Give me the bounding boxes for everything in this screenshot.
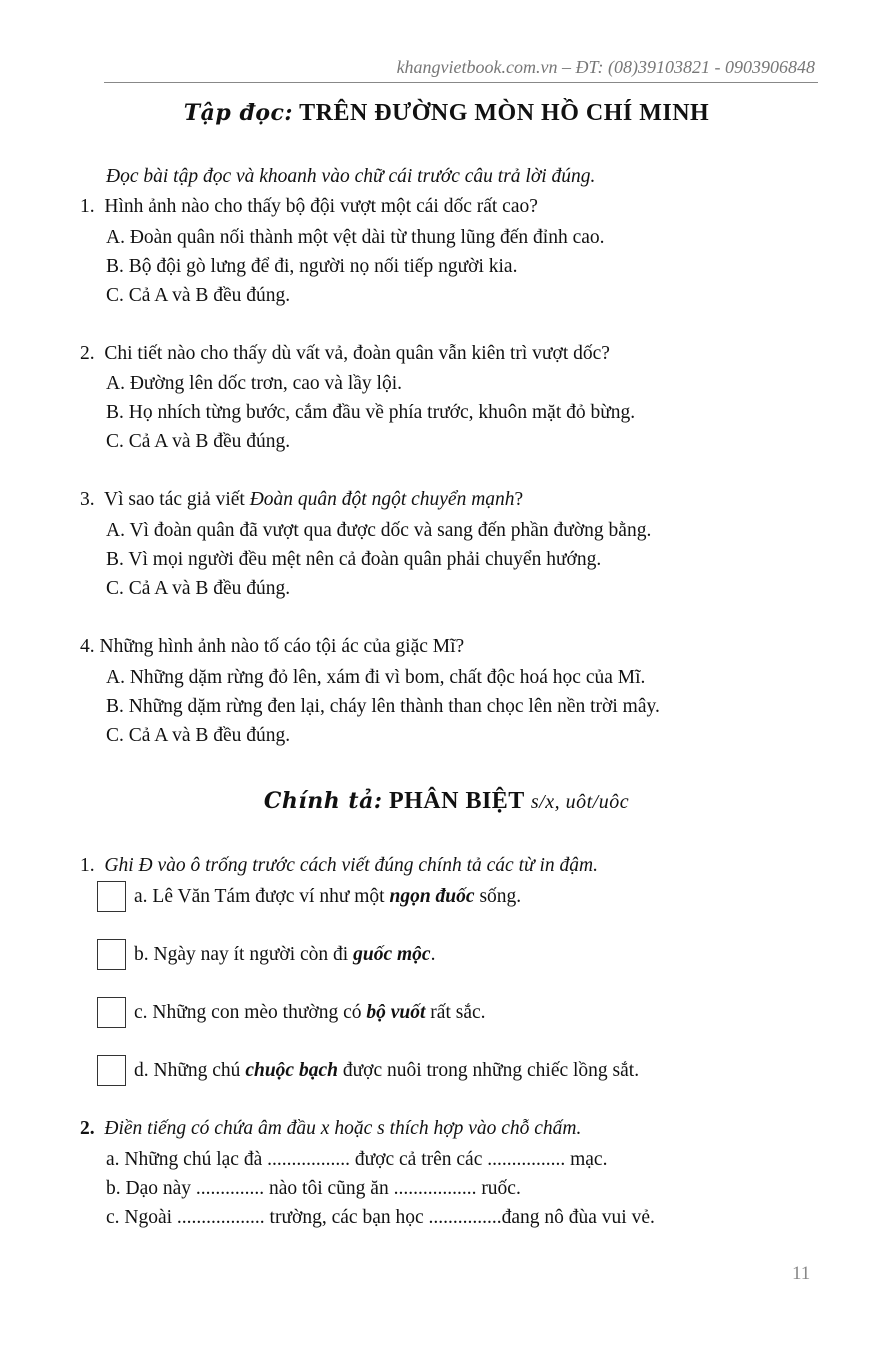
answer-box-d[interactable]	[97, 1055, 126, 1086]
instruction: Đọc bài tập đọc và khoanh vào chữ cái trước câu trả lời đúng.	[106, 166, 596, 187]
question-punct: ?	[514, 489, 524, 510]
question-3	[80, 488, 523, 512]
exercise-2	[80, 1117, 581, 1141]
question-text: Ghi Đ vào ô trống trước cách viết đúng chính tả các từ in đậm.	[104, 855, 599, 876]
option: B. Những dặm rừng đen lại, cháy lên thành than chọc lên nền trời mây.	[106, 696, 660, 717]
option: A. Những dặm rừng đỏ lên, xám đi vì bom, chất độc hoá học của Mĩ.	[106, 667, 646, 688]
fill-line-a: a. Những chú lạc đà ................. được cả trên các ................ mạc.	[106, 1149, 608, 1170]
bold-word: guốc mộc	[353, 944, 431, 965]
option: B. Họ nhích từng bước, cắm đầu về phía trước, khuôn mặt đỏ bừng.	[106, 402, 636, 423]
item-a: a. Lê Văn Tám được ví như một ngọn đuốc sống.	[134, 886, 522, 907]
question-4	[80, 635, 464, 659]
option: C. Cả A và B đều đúng.	[106, 285, 291, 306]
question-text: Hình ảnh nào cho thấy bộ đội vượt một cái dốc rất cao?	[104, 196, 538, 217]
header-divider	[104, 82, 818, 83]
question-number: 2.	[80, 343, 95, 364]
option: A. Đường lên dốc trơn, cao và lầy lội.	[106, 373, 402, 394]
fill-line-b: b. Dạo này .............. nào tôi cũng ăn ................. ruốc.	[106, 1178, 521, 1199]
question-text: Chi tiết nào cho thấy dù vất vả, đoàn quân vẫn kiên trì vượt dốc?	[104, 343, 610, 364]
bold-word: chuộc bạch	[245, 1060, 338, 1081]
title-label: Tập đọc:	[183, 100, 294, 126]
option: C. Cả A và B đều đúng.	[106, 725, 291, 746]
question-number: 1.	[80, 855, 95, 876]
title-text: TRÊN ĐƯỜNG MÒN HỒ CHÍ MINH	[299, 100, 710, 126]
item-c: c. Những con mèo thường có bộ vuốt rất sắc.	[134, 1002, 486, 1023]
question-2	[80, 342, 610, 366]
answer-box-c[interactable]	[97, 997, 126, 1028]
option: C. Cả A và B đều đúng.	[106, 578, 291, 599]
question-text: Điền tiếng có chứa âm đầu x hoặc s thích hợp vào chỗ chấm.	[104, 1118, 582, 1139]
fill-line-c: c. Ngoài .................. trường, các bạn học ...............đang nô đùa vui vẻ.	[106, 1207, 655, 1228]
item-b: b. Ngày nay ít người còn đi guốc mộc.	[134, 944, 436, 965]
section-title-tap-doc	[0, 100, 893, 127]
question-text: Vì sao tác giả viết	[104, 489, 250, 510]
question-number: 3.	[80, 489, 95, 510]
section-title-chinh-ta	[0, 788, 893, 815]
bold-word: ngọn đuốc	[389, 886, 475, 907]
page-header: khangvietbook.com.vn – ĐT: (08)39103821 - 0903906848	[396, 57, 815, 77]
option: C. Cả A và B đều đúng.	[106, 431, 291, 452]
exercise-1	[80, 854, 598, 878]
title-label: Chính tả:	[263, 788, 383, 814]
question-number: 2.	[80, 1118, 95, 1139]
option: B. Vì mọi người đều mệt nên cả đoàn quân phải chuyển hướng.	[106, 549, 602, 570]
option: B. Bộ đội gò lưng để đi, người nọ nối tiếp người kia.	[106, 256, 518, 277]
option: A. Vì đoàn quân đã vượt qua được dốc và sang đến phần đường bằng.	[106, 520, 652, 541]
item-d: d. Những chú chuộc bạch được nuôi trong những chiếc lồng sắt.	[134, 1060, 640, 1081]
question-text: Những hình ảnh nào tố cáo tội ác của giặc Mĩ?	[99, 636, 465, 657]
option: A. Đoàn quân nối thành một vệt dài từ thung lũng đến đỉnh cao.	[106, 227, 605, 248]
bold-word: bộ vuốt	[366, 1002, 426, 1023]
answer-box-b[interactable]	[97, 939, 126, 970]
page-number: 11	[792, 1263, 811, 1284]
question-quote: Đoàn quân đột ngột chuyển mạnh	[249, 489, 515, 510]
question-number: 1.	[80, 196, 95, 217]
answer-box-a[interactable]	[97, 881, 126, 912]
title-text: PHÂN BIỆT	[388, 788, 525, 814]
question-1	[80, 195, 538, 219]
title-sub: s/x, uôt/uôc	[530, 791, 630, 813]
question-number: 4.	[80, 636, 95, 657]
